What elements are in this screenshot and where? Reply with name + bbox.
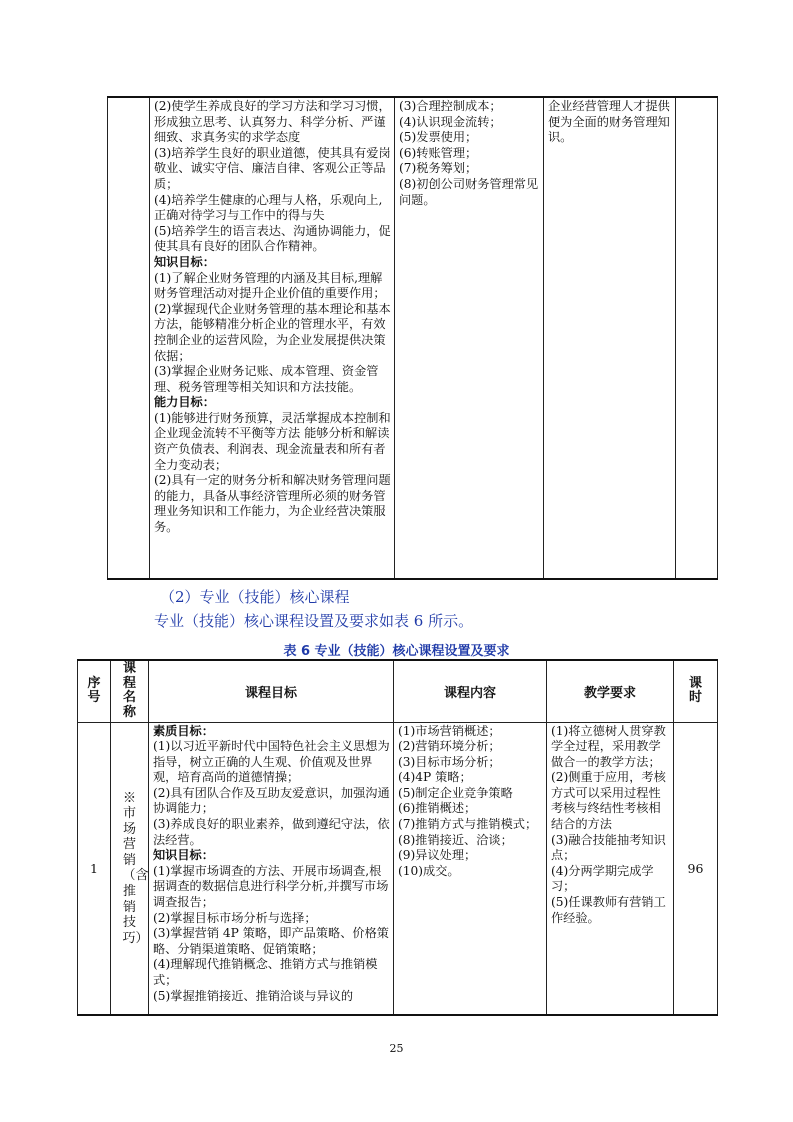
- header-requirements: 教学要求: [547, 660, 674, 722]
- goal-item: (3)培养学生良好的职业道德，使其具有爱岗敬业、诚实守信、廉洁自律、客观公正等品质；: [154, 145, 391, 191]
- knowledge-item: (4)理解现代推销概念、推销方式与推销模式；: [153, 957, 378, 987]
- course-name: ※市场营销（含推销技巧）: [122, 790, 149, 946]
- ability-item: (2)具有一定的财务分析和解决财务管理问题的能力，具备从事经济管理所必须的财务管理业务知识和工作能力，为企业经营决策服务。: [154, 473, 391, 535]
- ability-item: (1)能够进行财务预算，灵活掌握成本控制和企业现金流转不平衡等方法 能够分析和解读资产负债表、利润表、现金流量表和所有者全力变动表；: [154, 410, 391, 472]
- hours-cell-empty: [676, 97, 718, 579]
- intro-paragraph: 专业（技能）核心课程设置及要求如表 6 所示。: [154, 612, 474, 630]
- header-content: 课程内容: [394, 660, 547, 722]
- course-goals-cell: [149, 722, 394, 1015]
- table-row: [78, 722, 718, 1015]
- header-goals: 课程目标: [149, 660, 394, 722]
- course-content-cell: [395, 97, 544, 579]
- quality-item: (1)以习近平新时代中国特色社会主义思想为指导，树立正确的人生观、价值观及世界观，培育高尚的道德情操；: [153, 739, 390, 785]
- content-item: (1)市场营销概述；: [398, 723, 501, 738]
- content-item: (5)制定企业竞争策略: [398, 785, 513, 800]
- row-number: 1: [78, 722, 111, 1015]
- teaching-requirements-cell: [544, 97, 676, 579]
- ability-heading: 能力目标：: [154, 395, 215, 410]
- quality-item: (3)养成良好的职业素养，做到遵纪守法，依法经营。: [153, 817, 390, 847]
- content-item: (4)认识现金流转；: [399, 114, 502, 129]
- goal-item: (4)培养学生健康的心理与人格，乐观向上,正确对待学习与工作中的得与失: [154, 192, 383, 223]
- section-heading: （2）专业（技能）核心课程: [160, 588, 350, 606]
- knowledge-item: (2)掌握现代企业财务管理的基本理论和基本方法，能够精准分析企业的管理水平，有效控制企业的运营风险，为企业发展提供决策依据；: [154, 301, 391, 363]
- knowledge-heading: 知识目标：: [154, 254, 215, 269]
- content-item: (8)推销接近、洽谈；: [398, 832, 513, 847]
- header-hours: 课时: [674, 660, 718, 722]
- requirement-item: (3)融合技能抽考知识点；: [551, 832, 666, 863]
- course-goals-cell: [150, 97, 395, 579]
- quality-item: (2)具有团队合作及互助友爱意识，加强沟通协调能力；: [153, 785, 390, 816]
- content-item: (6)转账管理；: [399, 145, 478, 160]
- core-course-table: [77, 659, 718, 1016]
- requirement-item: (4)分两学期完成学习；: [551, 863, 654, 894]
- quality-heading: 素质目标：: [153, 723, 214, 738]
- knowledge-item: (1)了解企业财务管理的内涵及其目标,理解财务管理活动对提升企业价值的重要作用；: [154, 270, 386, 301]
- knowledge-item: (5)掌握推销接近、推销洽谈与异议的: [153, 988, 354, 1003]
- requirement-item: (5)任课教师有营销工作经验。: [551, 895, 666, 925]
- course-name-cell-empty: [108, 97, 150, 579]
- table-header-row: [78, 660, 718, 722]
- course-name-cell: [111, 722, 149, 1015]
- header-no: 序号: [78, 660, 111, 722]
- page-number: 25: [389, 1042, 404, 1055]
- requirement-item: (1)将立德树人贯穿教学全过程，采用教学做合一的教学方法；: [551, 723, 666, 769]
- content-item: (5)发票使用；: [399, 130, 478, 145]
- teaching-requirements-cell: [547, 722, 674, 1015]
- course-content-cell: [394, 722, 547, 1015]
- goal-item: (2)使学生养成良好的学习方法和学习习惯，形成独立思考、认真努力、科学分析、严谨细致、求真务实的求学态度: [154, 99, 391, 145]
- header-course-name: 课程名称: [111, 660, 149, 722]
- knowledge-item: (3)掌握营销 4P 策略，即产品策略、价格策略、分销渠道策略、促销策略；: [153, 926, 389, 956]
- knowledge-item: (2)掌握目标市场分析与选择；: [153, 910, 317, 925]
- goal-item: (5)培养学生的语言表达、沟通协调能力，促使其具有良好的团队合作精神。: [154, 223, 391, 254]
- content-item: (2)营销环境分析；: [398, 739, 501, 754]
- knowledge-heading: 知识目标：: [153, 848, 214, 863]
- content-item: (6)推销概述；: [398, 801, 477, 816]
- knowledge-item: (3)掌握企业财务记账、成本管理、资金管理、税务管理等相关知识和方法技能。: [154, 364, 379, 394]
- content-item: (7)税务筹划；: [399, 161, 478, 176]
- content-item: (10)成交。: [398, 863, 460, 878]
- content-item: (4)4P 策略；: [398, 770, 472, 785]
- knowledge-item: (1)掌握市场调查的方法、开展市场调查,根据调查的数据信息进行科学分析,并撰写市场调查报告；: [153, 863, 389, 910]
- requirement-item: (2)侧重于应用，考核方式可以采用过程性考核与终结性考核相结合的方法: [551, 770, 666, 832]
- course-hours: 96: [674, 722, 718, 1015]
- requirements-text: 企业经营管理人才提供便为全面的财务管理知识。: [548, 99, 670, 145]
- content-item: (8)初创公司财务管理常见问题。: [399, 176, 539, 207]
- content-item: (7)推销方式与推销模式；: [398, 817, 538, 832]
- content-item: (3)合理控制成本；: [399, 99, 502, 113]
- course-table-continued: [107, 96, 718, 580]
- content-item: (9)异议处理；: [398, 848, 477, 863]
- content-item: (3)目标市场分析；: [398, 754, 501, 769]
- table-caption: 表 6 专业（技能）核心课程设置及要求: [283, 644, 510, 659]
